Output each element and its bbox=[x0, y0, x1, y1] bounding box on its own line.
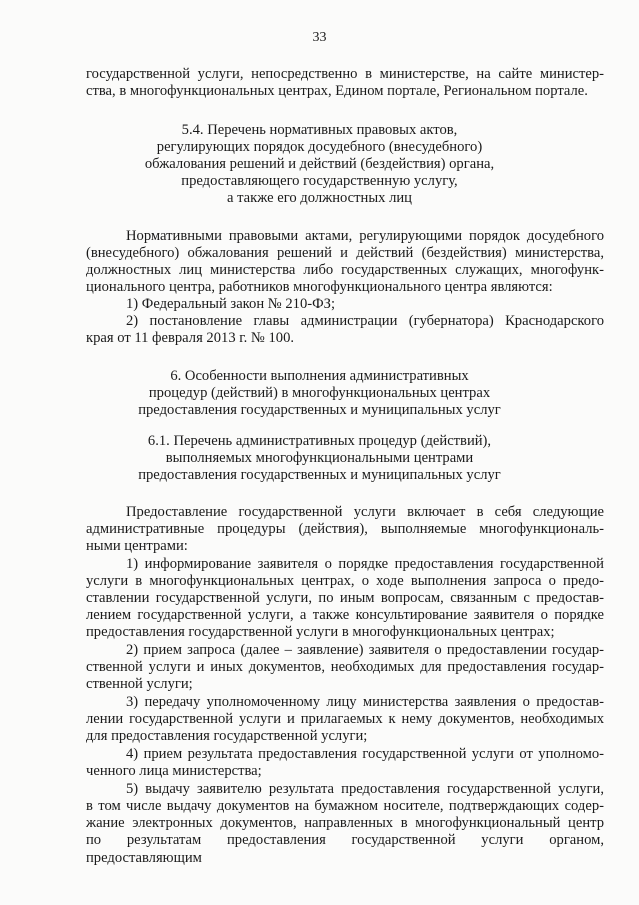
intro-line: ства, в многофункциональных центрах, Едином портале, Региональном портале. bbox=[86, 83, 588, 99]
intro-line: государственной услуги, непосредственно в министерстве, на сайте министер- bbox=[86, 66, 604, 82]
page-number: 33 bbox=[312, 30, 327, 45]
